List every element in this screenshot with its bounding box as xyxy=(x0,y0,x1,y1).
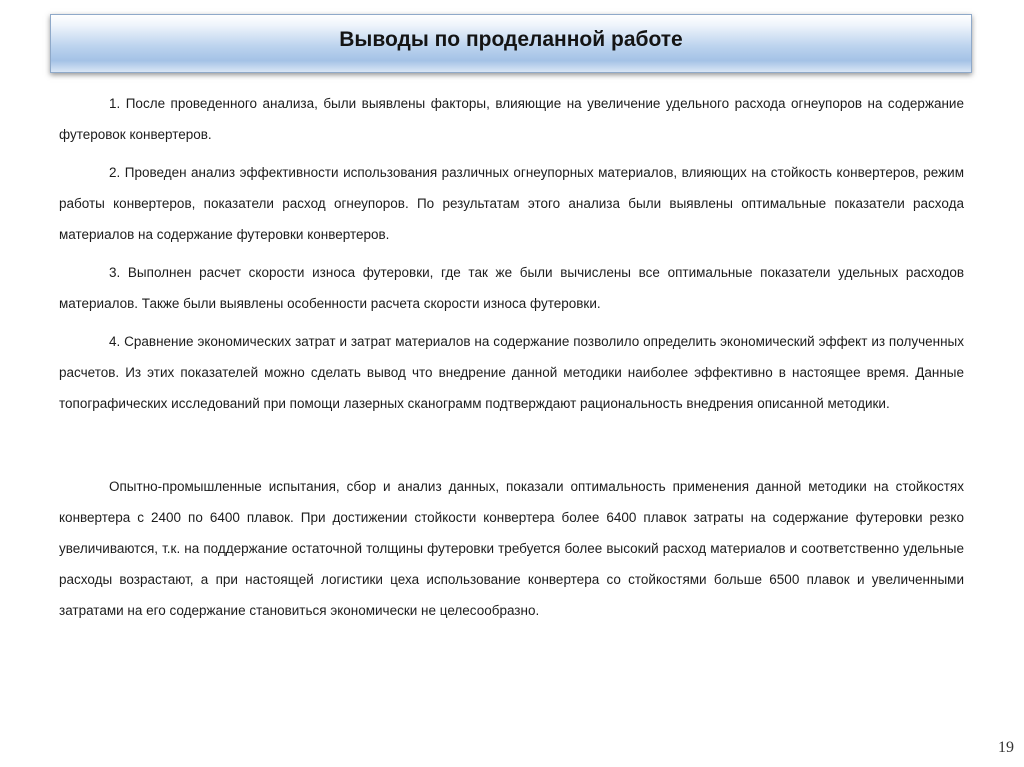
slide-body xyxy=(59,88,964,633)
conclusion-item-4: 4. Сравнение экономических затрат и затрат материалов на содержание позволило определить экономический эффект из полученных расчетов. Из этих показателей можно сделать вывод что внедрение данной методики наиболее эффективно в настоящее время. Данные топографических исследований при помощи лазерных сканограмм подтверждают рациональность внедрения описанной методики. xyxy=(59,334,964,411)
conclusion-item-2: 2. Проведен анализ эффективности использования различных огнеупорных материалов, влияющих на стойкость конвертеров, режим работы конвертеров, показатели расход огнеупоров. По результатам этого анализа были выявлены оптимальные показатели расхода материалов на содержание футеровки конвертеров. xyxy=(59,165,964,242)
page-number: 19 xyxy=(998,739,1014,756)
title-banner xyxy=(50,14,972,73)
slide-title: Выводы по проделанной работе xyxy=(339,27,683,51)
conclusion-item-1: 1. После проведенного анализа, были выявлены факторы, влияющие на увеличение удельного расхода огнеупоров на содержание футеровок конвертеров. xyxy=(59,96,964,142)
conclusion-item-3: 3. Выполнен расчет скорости износа футеровки, где так же были вычислены все оптимальные показатели удельных расходов материалов. Также были выявлены особенности расчета скорости износа футеровки. xyxy=(59,265,964,311)
summary-paragraph: Опытно-промышленные испытания, сбор и анализ данных, показали оптимальность применения данной методики на стойкостях конвертера с 2400 по 6400 плавок. При достижении стойкости конвертера более 6400 плавок затраты на содержание футеровки резко увеличиваются, т.к. на поддержание остаточной толщины футеровки требуется более высокий расход материалов и соответственно удельные расходы возрастают, а при настоящей логистики цеха использование конвертера со стойкостями больше 6500 плавок и увеличенными затратами на его содержание становиться экономически не целесообразно. xyxy=(59,479,964,618)
